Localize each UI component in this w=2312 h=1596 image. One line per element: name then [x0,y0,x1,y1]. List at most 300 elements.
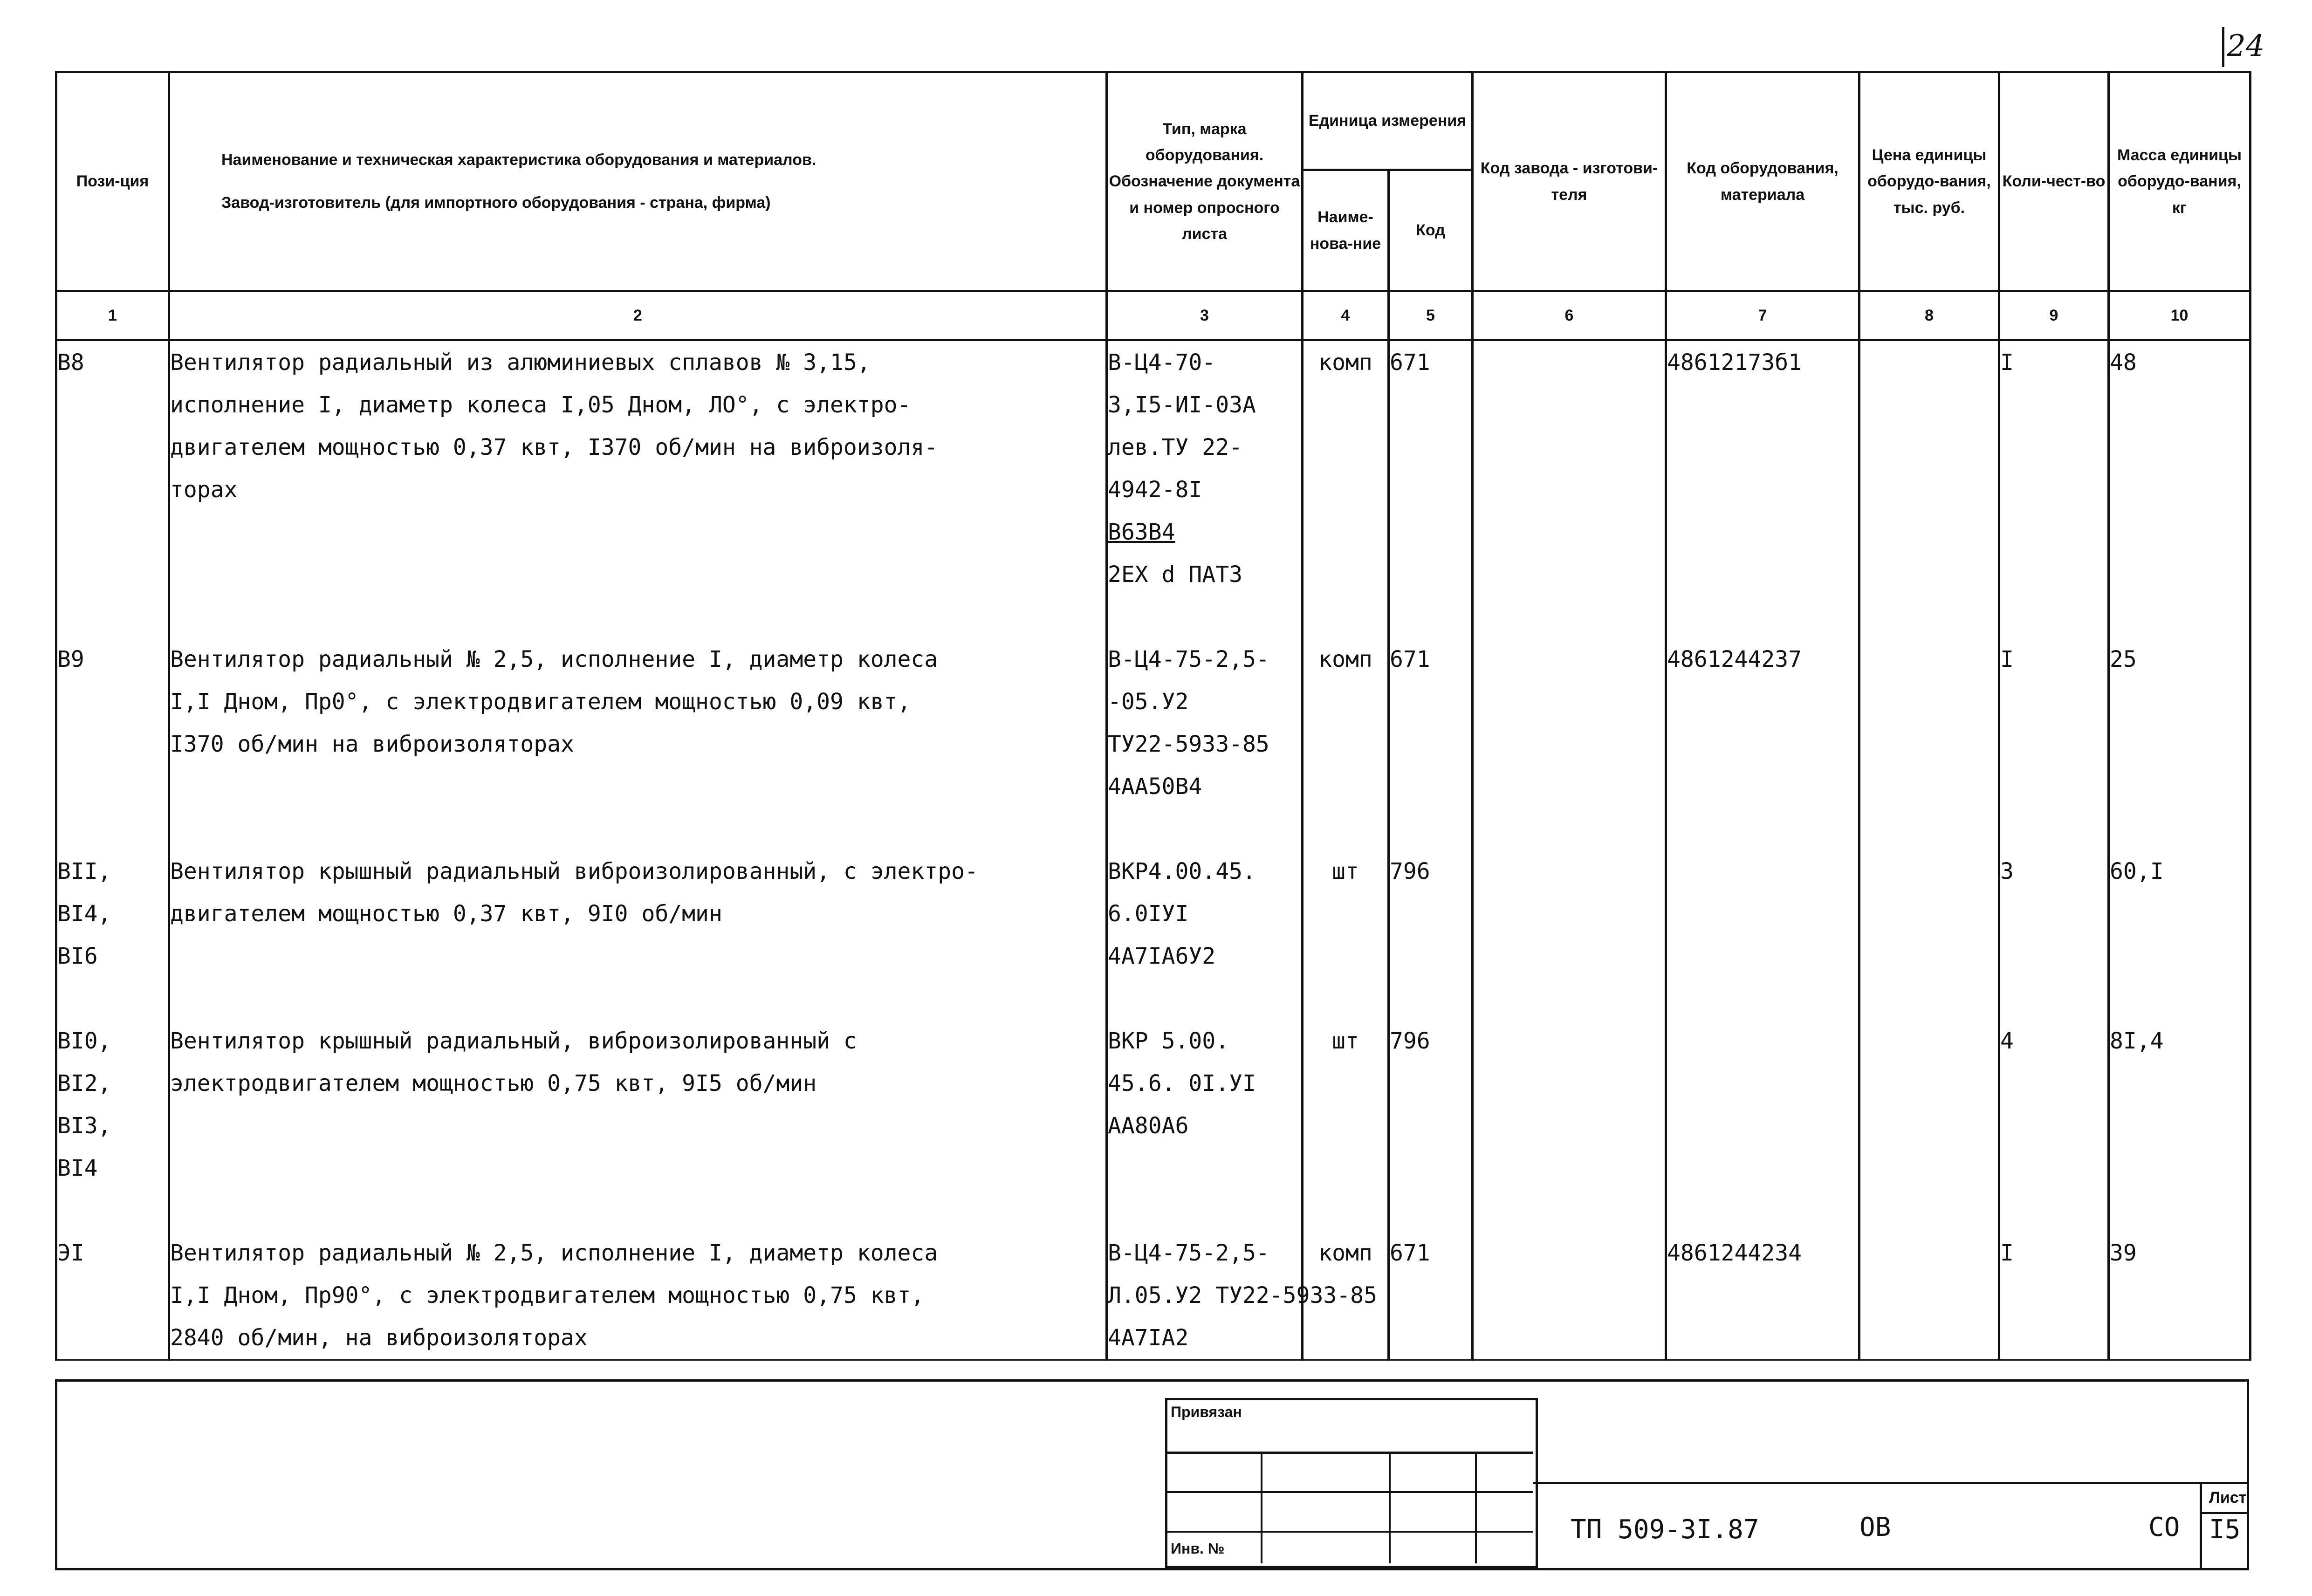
row-mass: 39 [2109,1232,2250,1274]
row-manufacturer-code [1473,426,1666,468]
row-price [1859,850,1999,892]
sheet-type: СО [2148,1512,2180,1542]
row-equipment-code: 4861244234 [1666,1232,1859,1274]
row-manufacturer-code [1473,935,1666,977]
row-position [56,426,169,468]
row-description [169,977,1107,1020]
row-quantity: 4 [1999,1020,2109,1062]
row-description [169,1189,1107,1232]
row-unit-code: 671 [1389,638,1473,680]
row-type: 4А7IА2 [1107,1316,1303,1360]
row-price [1859,1062,1999,1104]
row-position: В9 [56,638,169,680]
header-description-line1: Наименование и техническая характеристика оборудования и материалов. [221,151,816,169]
row-unit-name: шт [1303,1020,1389,1062]
row-quantity [1999,468,2109,511]
row-position [56,808,169,850]
row-price [1859,808,1999,850]
row-description [169,935,1107,977]
row-price [1859,596,1999,638]
table-row [56,1274,2250,1316]
row-position [56,384,169,426]
row-price [1859,384,1999,426]
row-unit-code [1389,426,1473,468]
table-row [56,553,2250,596]
row-price [1859,1316,1999,1360]
row-unit-code [1389,1274,1473,1316]
row-unit-name: шт [1303,850,1389,892]
row-description: I370 об/мин на виброизоляторах [169,723,1107,765]
row-mass [2109,1104,2250,1147]
row-position: ВI2, [56,1062,169,1104]
row-quantity [1999,1062,2109,1104]
row-unit-code [1389,808,1473,850]
row-manufacturer-code [1473,340,1666,384]
row-unit-code [1389,511,1473,553]
row-unit-name [1303,1104,1389,1147]
row-unit-name [1303,1147,1389,1189]
row-unit-name [1303,1189,1389,1232]
row-mass [2109,553,2250,596]
row-price [1859,1147,1999,1189]
row-description: двигателем мощностью 0,37 квт, 9I0 об/мин [169,892,1107,935]
row-position: ВI4 [56,1147,169,1189]
table-row [56,892,2250,935]
row-price [1859,935,1999,977]
row-description: Вентилятор радиальный № 2,5, исполнение I, диаметр колеса [169,638,1107,680]
row-quantity [1999,723,2109,765]
row-manufacturer-code [1473,1189,1666,1232]
row-mass: 25 [2109,638,2250,680]
row-type [1107,977,1303,1020]
row-quantity [1999,1316,2109,1360]
row-manufacturer-code [1473,384,1666,426]
row-unit-code: 796 [1389,850,1473,892]
spec-body [56,340,2250,1360]
row-quantity [1999,1189,2109,1232]
row-unit-code [1389,765,1473,808]
header-description [169,72,1107,291]
row-manufacturer-code [1473,723,1666,765]
row-quantity [1999,1274,2109,1316]
row-unit-name [1303,553,1389,596]
table-row [56,1104,2250,1147]
row-unit-code [1389,1062,1473,1104]
row-mass [2109,1147,2250,1189]
table-row [56,680,2250,723]
row-type: ВКР4.00.45. [1107,850,1303,892]
col-number: 6 [1473,291,1666,340]
row-unit-code [1389,935,1473,977]
header-mass: Масса единицы оборудо-вания, кг [2109,72,2250,291]
row-type [1107,808,1303,850]
table-row [56,426,2250,468]
row-price [1859,1232,1999,1274]
row-manufacturer-code [1473,680,1666,723]
row-price [1859,1274,1999,1316]
row-type: АА80А6 [1107,1104,1303,1147]
row-description: Вентилятор радиальный № 2,5, исполнение I, диаметр колеса [169,1232,1107,1274]
row-price [1859,680,1999,723]
row-type [1107,1147,1303,1189]
row-mass [2109,1274,2250,1316]
row-type [1107,596,1303,638]
row-unit-name [1303,596,1389,638]
row-type: 6.0IУI [1107,892,1303,935]
row-equipment-code [1666,892,1859,935]
row-unit-code: 796 [1389,1020,1473,1062]
row-mass: 8I,4 [2109,1020,2250,1062]
stamp-col-line [1389,1452,1391,1563]
row-equipment-code [1666,1274,1859,1316]
table-row [56,1189,2250,1232]
table-row [56,1062,2250,1104]
row-equipment-code [1666,977,1859,1020]
col-number: 8 [1859,291,1999,340]
row-unit-name: комп [1303,340,1389,384]
table-row [56,935,2250,977]
row-quantity [1999,765,2109,808]
equipment-spec-table [55,71,2251,1361]
row-type: 4942-8I [1107,468,1303,511]
row-mass [2109,384,2250,426]
row-manufacturer-code [1473,468,1666,511]
row-manufacturer-code [1473,977,1666,1020]
row-quantity [1999,384,2109,426]
row-price [1859,426,1999,468]
row-manufacturer-code [1473,1104,1666,1147]
row-unit-name [1303,892,1389,935]
row-unit-name [1303,723,1389,765]
page-number-bar [2222,27,2224,67]
col-number: 1 [56,291,169,340]
row-manufacturer-code [1473,1274,1666,1316]
row-mass [2109,1062,2250,1104]
row-mass [2109,468,2250,511]
stamp-row-line [1165,1491,1533,1493]
header-description-line2: Завод-изготовитель (для импортного оборудования - страна, фирма) [221,193,771,212]
row-quantity: I [1999,340,2109,384]
row-equipment-code [1666,765,1859,808]
row-description: электродвигателем мощностью 0,75 квт, 9I5 об/мин [169,1062,1107,1104]
row-quantity [1999,977,2109,1020]
table-bottom-line [55,1379,2249,1382]
row-quantity: I [1999,638,2109,680]
row-position [56,511,169,553]
row-price [1859,553,1999,596]
row-price [1859,1189,1999,1232]
row-description: двигателем мощностью 0,37 квт, I370 об/мин на виброизоля- [169,426,1107,468]
row-unit-name [1303,1062,1389,1104]
row-description: Вентилятор радиальный из алюминиевых сплавов № 3,15, [169,340,1107,384]
row-unit-name [1303,384,1389,426]
row-equipment-code [1666,1062,1859,1104]
row-quantity [1999,1147,2109,1189]
row-type [1107,1189,1303,1232]
row-position [56,468,169,511]
frame-bottom-line [55,1568,2249,1570]
row-manufacturer-code [1473,1062,1666,1104]
row-unit-name: комп [1303,1232,1389,1274]
table-row [56,384,2250,426]
table-row [56,765,2250,808]
row-position [56,1189,169,1232]
stamp-row-line [1165,1531,1533,1533]
row-price [1859,765,1999,808]
col-number: 3 [1107,291,1303,340]
row-description: исполнение I, диаметр колеса I,05 Дном, ЛО°, с электро- [169,384,1107,426]
row-description: 2840 об/мин, на виброизоляторах [169,1316,1107,1360]
row-manufacturer-code [1473,1020,1666,1062]
row-unit-code [1389,553,1473,596]
row-manufacturer-code [1473,892,1666,935]
row-type: 4АА50В4 [1107,765,1303,808]
table-row [56,1316,2250,1360]
row-mass [2109,977,2250,1020]
row-equipment-code [1666,596,1859,638]
row-quantity [1999,596,2109,638]
row-manufacturer-code [1473,850,1666,892]
table-row [56,638,2250,680]
row-position: ВI4, [56,892,169,935]
table-row [56,468,2250,511]
row-unit-name [1303,1316,1389,1360]
row-unit-code [1389,680,1473,723]
row-description: Вентилятор крышный радиальный виброизолированный, с электро- [169,850,1107,892]
row-position: ВI3, [56,1104,169,1147]
header-unit-name: Наиме-нова-ние [1303,170,1389,291]
row-equipment-code [1666,1316,1859,1360]
row-equipment-code [1666,1189,1859,1232]
row-price [1859,511,1999,553]
header-unit-group: Единица измерения [1303,72,1473,170]
row-unit-code [1389,1104,1473,1147]
col-number: 2 [169,291,1107,340]
row-mass [2109,765,2250,808]
row-description: I,I Дном, Пр90°, с электродвигателем мощностью 0,75 квт, [169,1274,1107,1316]
row-price [1859,468,1999,511]
row-manufacturer-code [1473,1316,1666,1360]
row-type: 3,I5-ИI-03А [1107,384,1303,426]
col-number: 4 [1303,291,1389,340]
title-block-top-line [1533,1482,2249,1484]
row-manufacturer-code [1473,553,1666,596]
row-description: торах [169,468,1107,511]
row-equipment-code [1666,808,1859,850]
header-manufacturer-code: Код завода - изготови-теля [1473,72,1666,291]
row-mass [2109,511,2250,553]
row-unit-name [1303,511,1389,553]
row-unit-code [1389,1147,1473,1189]
row-type: 2ЕХ d ПАТ3 [1107,553,1303,596]
row-type: ВКР 5.00. [1107,1020,1303,1062]
row-price [1859,977,1999,1020]
row-price [1859,340,1999,384]
stamp-inventory-label: Инв. № [1171,1540,1225,1557]
row-description [169,765,1107,808]
table-row [56,850,2250,892]
row-equipment-code: 48612173б1 [1666,340,1859,384]
row-type: лев.ТУ 22- [1107,426,1303,468]
row-type: 45.6. 0I.УI [1107,1062,1303,1104]
row-position [56,765,169,808]
row-position: В8 [56,340,169,384]
row-equipment-code [1666,935,1859,977]
header-equipment-code: Код оборудования, материала [1666,72,1859,291]
row-quantity [1999,680,2109,723]
row-unit-code [1389,1316,1473,1360]
row-unit-name [1303,426,1389,468]
header-quantity: Коли-чест-во [1999,72,2109,291]
row-equipment-code [1666,1104,1859,1147]
table-row [56,596,2250,638]
row-mass [2109,1316,2250,1360]
row-quantity [1999,426,2109,468]
sheet-divider-line [2200,1482,2202,1570]
row-unit-name [1303,680,1389,723]
row-quantity: I [1999,1232,2109,1274]
table-row [56,977,2250,1020]
row-mass: 48 [2109,340,2250,384]
row-description: I,I Дном, Пр0°, с электродвигателем мощностью 0,09 квт, [169,680,1107,723]
row-unit-code [1389,723,1473,765]
row-position: ВI0, [56,1020,169,1062]
header-price: Цена единицы оборудо-вания, тыс. руб. [1859,72,1999,291]
row-mass [2109,426,2250,468]
frame-right-line [2247,1379,2249,1570]
row-quantity [1999,935,2109,977]
row-type: Л.05.У2 ТУ22-5933-85 [1107,1274,1303,1316]
row-quantity [1999,511,2109,553]
row-quantity [1999,808,2109,850]
header-unit-code: Код [1389,170,1473,291]
row-description: Вентилятор крышный радиальный, виброизолированный с [169,1020,1107,1062]
row-unit-code [1389,1189,1473,1232]
row-unit-code [1389,468,1473,511]
row-position [56,723,169,765]
stamp-col-line [1261,1452,1262,1563]
row-unit-code [1389,892,1473,935]
row-mass [2109,935,2250,977]
row-mass: 60,I [2109,850,2250,892]
row-type: В-Ц4-75-2,5- [1107,1232,1303,1274]
row-equipment-code [1666,384,1859,426]
table-row [56,511,2250,553]
col-number: 9 [1999,291,2109,340]
row-position: ВII, [56,850,169,892]
stamp-col-line [1475,1452,1477,1563]
row-position [56,596,169,638]
row-position [56,1316,169,1360]
row-equipment-code [1666,723,1859,765]
table-row [56,1020,2250,1062]
row-type: ТУ22-5933-85 [1107,723,1303,765]
row-manufacturer-code [1473,808,1666,850]
row-unit-name [1303,468,1389,511]
table-row [56,340,2250,384]
stamp-row-line [1165,1452,1533,1454]
row-manufacturer-code [1473,596,1666,638]
row-manufacturer-code [1473,1232,1666,1274]
stamp-bound-label: Привязан [1171,1404,1242,1420]
row-mass [2109,723,2250,765]
row-equipment-code [1666,468,1859,511]
row-unit-name [1303,977,1389,1020]
document-code: ТП 509-3I.87 [1571,1514,1759,1545]
row-position [56,1274,169,1316]
row-manufacturer-code [1473,1147,1666,1189]
row-position: ВI6 [56,935,169,977]
row-price [1859,723,1999,765]
row-equipment-code [1666,553,1859,596]
row-equipment-code [1666,1020,1859,1062]
row-unit-name [1303,765,1389,808]
header-type: Тип, марка оборудования. Обозначение документа и номер опросного листа [1107,72,1303,291]
row-type: В63В4 [1107,511,1303,553]
row-position [56,977,169,1020]
table-row [56,808,2250,850]
col-number: 5 [1389,291,1473,340]
row-type: В-Ц4-70- [1107,340,1303,384]
sheet-label-line [2200,1512,2249,1514]
row-price [1859,1020,1999,1062]
row-unit-code [1389,596,1473,638]
row-mass [2109,1189,2250,1232]
row-unit-name [1303,935,1389,977]
row-description [169,1104,1107,1147]
row-manufacturer-code [1473,765,1666,808]
row-manufacturer-code [1473,638,1666,680]
row-mass [2109,808,2250,850]
col-number: 10 [2109,291,2250,340]
row-quantity [1999,892,2109,935]
row-type: 4А7IА6У2 [1107,935,1303,977]
row-unit-code [1389,977,1473,1020]
row-unit-code: 671 [1389,1232,1473,1274]
row-mass [2109,596,2250,638]
row-equipment-code [1666,850,1859,892]
row-quantity: 3 [1999,850,2109,892]
row-position [56,553,169,596]
row-type: В-Ц4-75-2,5- [1107,638,1303,680]
page-number: 24 [2227,29,2265,63]
col-number: 7 [1666,291,1859,340]
row-unit-name [1303,808,1389,850]
row-unit-code: 671 [1389,340,1473,384]
sheet-label: Лист [2209,1489,2247,1507]
binding-stamp [1165,1398,1538,1566]
row-mass [2109,680,2250,723]
row-description [169,511,1107,553]
row-position [56,680,169,723]
sheet-number: I5 [2209,1514,2241,1545]
row-manufacturer-code [1473,511,1666,553]
row-unit-code [1389,384,1473,426]
row-unit-name: комп [1303,638,1389,680]
table-row [56,1147,2250,1189]
row-quantity [1999,1104,2109,1147]
row-position: ЭI [56,1232,169,1274]
row-equipment-code [1666,1147,1859,1189]
row-type: -05.У2 [1107,680,1303,723]
frame-left-line [55,1379,57,1570]
row-mass [2109,892,2250,935]
row-price [1859,1104,1999,1147]
row-equipment-code [1666,511,1859,553]
row-description [169,808,1107,850]
row-equipment-code: 4861244237 [1666,638,1859,680]
row-equipment-code [1666,680,1859,723]
